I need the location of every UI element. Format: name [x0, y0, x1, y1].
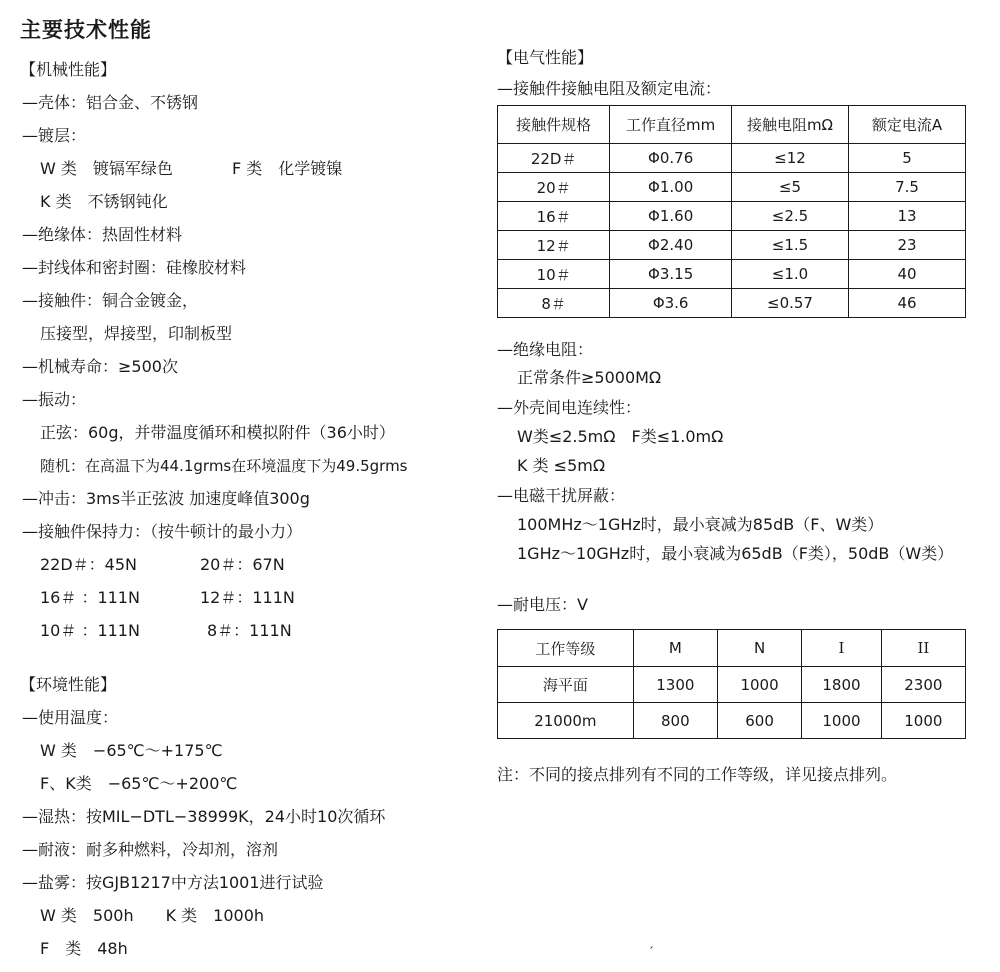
table-cell: 1000 [802, 703, 882, 739]
table-cell: 12＃ [498, 231, 610, 260]
table-cell: 600 [717, 703, 801, 739]
insulation-value: 正常条件≥5000MΩ [517, 368, 662, 387]
table-cell: 10＃ [498, 260, 610, 289]
table-cell: 1000 [717, 667, 801, 703]
table-header-row [498, 630, 966, 667]
table-cell: ≤1.5 [731, 231, 848, 260]
table-cell: 8＃ [498, 289, 610, 318]
stray-mark: ′ [650, 945, 654, 961]
table-header-cell: 接触件规格 [498, 106, 610, 144]
contact-line: —接触件：铜合金镀金， [22, 291, 199, 310]
table-header-cell: 工作直径mm [610, 106, 732, 144]
continuity-line: —外壳间电连续性： [497, 398, 642, 417]
table-row [498, 260, 966, 289]
salt-line: —盐雾：按GJB1217中方法1001进行试验 [22, 873, 324, 892]
table-cell: 20＃ [498, 173, 610, 202]
vibration-random-line: 随机：在高温下为44.1grms在环境温度下为49.5grms [40, 457, 408, 475]
table-cell: Φ0.76 [610, 144, 732, 173]
table-cell: Φ2.40 [610, 231, 732, 260]
plating-w-line: W 类 镀镉军绿色 [40, 159, 173, 178]
table-header-cell: 工作等级 [498, 630, 634, 667]
table-header-cell: M [633, 630, 717, 667]
vibration-sine-line: 正弦：60g，并带温度循环和模拟附件（36小时） [40, 423, 395, 442]
table-cell: 1000 [881, 703, 965, 739]
electrical-heading: 【电气性能】 [497, 48, 594, 67]
table-cell: ≤5 [731, 173, 848, 202]
temp-fk-line: F、K类 −65℃～+200℃ [40, 774, 238, 793]
retention-value: 20＃：67N [200, 555, 285, 574]
table-cell: 21000m [498, 703, 634, 739]
table-cell: 7.5 [848, 173, 965, 202]
emi-line-2: 1GHz～10GHz时，最小衰减为65dB（F类），50dB（W类） [517, 544, 954, 563]
table-cell: 海平面 [498, 667, 634, 703]
contact-types-line: 压接型，焊接型，印制板型 [40, 324, 233, 343]
plating-line: —镀层： [22, 126, 87, 145]
table-cell: ≤0.57 [731, 289, 848, 318]
table-cell: Φ1.60 [610, 202, 732, 231]
contact-table [497, 105, 966, 318]
table-header-cell: I [802, 630, 882, 667]
insulation-line: —绝缘电阻： [497, 340, 594, 359]
table-header-cell: 额定电流A [848, 106, 965, 144]
humidity-line: —湿热：按MIL−DTL−38999K，24小时10次循环 [22, 807, 386, 826]
shell-line: —壳体：铝合金、不锈钢 [22, 93, 199, 112]
table-header-cell: II [881, 630, 965, 667]
salt-wk-line: W 类 500h K 类 1000h [40, 906, 265, 925]
table-header-cell: 接触电阻mΩ [731, 106, 848, 144]
table-row [498, 289, 966, 318]
table-cell: 1800 [802, 667, 882, 703]
table-cell: Φ3.15 [610, 260, 732, 289]
retention-value: 12＃：111N [200, 588, 295, 607]
table-row [498, 703, 966, 739]
table-cell: 23 [848, 231, 965, 260]
table-row [498, 144, 966, 173]
table-cell: Φ1.00 [610, 173, 732, 202]
salt-f-line: F 类 48h [40, 939, 128, 958]
table-cell: Φ3.6 [610, 289, 732, 318]
life-line: —机械寿命：≥500次 [22, 357, 178, 376]
table-cell: 13 [848, 202, 965, 231]
voltage-line: —耐电压：V [497, 595, 588, 614]
mechanical-heading: 【机械性能】 [20, 60, 117, 79]
emi-line-1: 100MHz～1GHz时，最小衰减为85dB（F、W类） [517, 515, 884, 534]
fluid-line: —耐液：耐多种燃料，冷却剂，溶剂 [22, 840, 279, 859]
table-cell: ≤1.0 [731, 260, 848, 289]
table-cell: 16＃ [498, 202, 610, 231]
retention-value: 16＃ ：111N [40, 588, 140, 607]
retention-line: —接触件保持力：（按牛顿计的最小力） [22, 522, 303, 541]
insulator-line: —绝缘体：热固性材料 [22, 225, 183, 244]
table-cell: 22D＃ [498, 144, 610, 173]
table-cell: 40 [848, 260, 965, 289]
table-cell: ≤2.5 [731, 202, 848, 231]
table-cell: 1300 [633, 667, 717, 703]
continuity-wf-line: W类≤2.5mΩ F类≤1.0mΩ [517, 427, 724, 446]
table-header-cell: N [717, 630, 801, 667]
vibration-line: —振动： [22, 390, 87, 409]
retention-value: 22D＃：45N [40, 555, 138, 574]
voltage-table [497, 629, 966, 739]
continuity-k-line: K 类 ≤5mΩ [517, 456, 606, 475]
plating-k-line: K 类 不锈钢钝化 [40, 192, 168, 211]
table-row [498, 202, 966, 231]
contact-table-heading: —接触件接触电阻及额定电流： [497, 79, 722, 98]
table-cell: 800 [633, 703, 717, 739]
table-row [498, 231, 966, 260]
temp-w-line: W 类 −65℃～+175℃ [40, 741, 223, 760]
table-row [498, 173, 966, 202]
retention-value: 10＃ ：111N [40, 621, 140, 640]
table-cell: 2300 [881, 667, 965, 703]
table-cell: 46 [848, 289, 965, 318]
page-title: 主要技术性能 [20, 18, 152, 42]
table-cell: 5 [848, 144, 965, 173]
table-row [498, 667, 966, 703]
note-line: 注：不同的接点排列有不同的工作等级，详见接点排列。 [497, 765, 898, 784]
table-cell: ≤12 [731, 144, 848, 173]
temp-line: —使用温度： [22, 708, 119, 727]
environmental-heading: 【环境性能】 [20, 675, 117, 694]
shock-line: —冲击：3ms半正弦波 加速度峰值300g [22, 489, 310, 508]
retention-value: 8＃：111N [207, 621, 292, 640]
seal-line: —封线体和密封圈：硅橡胶材料 [22, 258, 247, 277]
emi-line: —电磁干扰屏蔽： [497, 486, 626, 505]
table-header-row [498, 106, 966, 144]
plating-f-line: F 类 化学镀镍 [232, 159, 343, 178]
